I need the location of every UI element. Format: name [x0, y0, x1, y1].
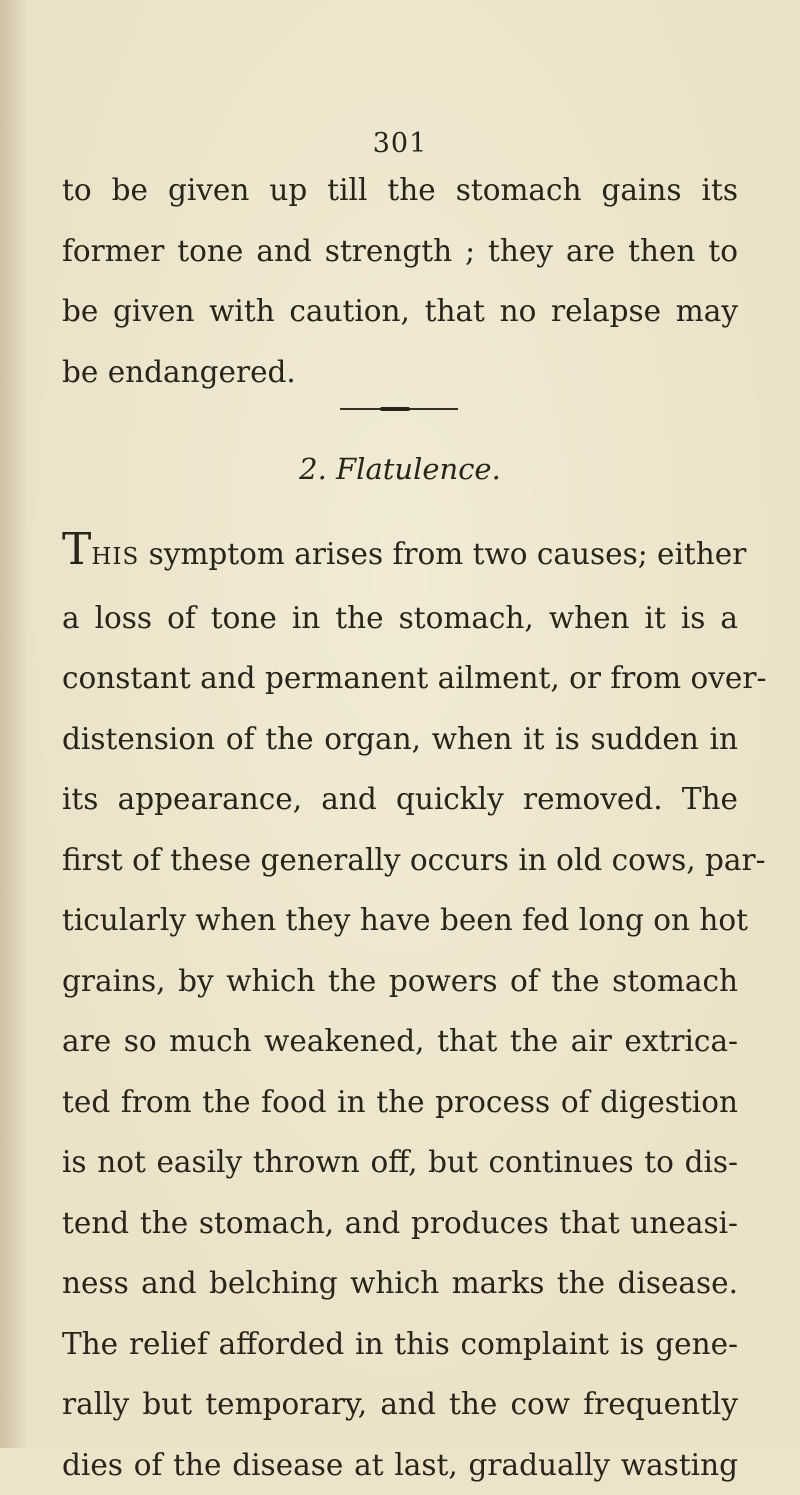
- paragraph-continuation: [62, 160, 738, 402]
- text-line: a loss of tone in the stomach, when it is a: [62, 588, 738, 649]
- text-line: first of these generally occurs in old cows, par-: [62, 830, 738, 891]
- section-divider-rule: [340, 408, 458, 410]
- text-line: distension of the organ, when it is sudden in: [62, 709, 738, 770]
- text-line: its appearance, and quickly removed. The: [62, 769, 738, 830]
- text-line: be given with caution, that no relapse may: [62, 281, 738, 342]
- text-line: tend the stomach, and produces that uneasi-: [62, 1193, 738, 1254]
- paragraph-flatulence: [62, 524, 738, 1495]
- small-caps-word: HIS: [91, 544, 139, 570]
- text-line: are so much weakened, that the air extrica-: [62, 1011, 738, 1072]
- text-line: dies of the disease at last, gradually wasting: [62, 1435, 738, 1495]
- first-line-text: symptom arises from two causes; either: [139, 537, 746, 571]
- text-line: be endangered.: [62, 342, 738, 403]
- text-line-first: [62, 524, 738, 588]
- text-line: constant and permanent ailment, or from over-: [62, 648, 738, 709]
- text-line: grains, by which the powers of the stomach: [62, 951, 738, 1012]
- page-spine-shadow: [0, 0, 30, 1448]
- page-number: 301: [0, 128, 800, 159]
- drop-cap: T: [62, 524, 91, 575]
- text-line: to be given up till the stomach gains its: [62, 160, 738, 221]
- text-line: former tone and strength ; they are then to: [62, 221, 738, 282]
- text-line: rally but temporary, and the cow frequently: [62, 1374, 738, 1435]
- text-line: ted from the food in the process of digestion: [62, 1072, 738, 1133]
- text-line: ticularly when they have been fed long on hot: [62, 890, 738, 951]
- text-line: The relief afforded in this complaint is gene-: [62, 1314, 738, 1375]
- section-heading: 2. Flatulence.: [0, 452, 800, 486]
- text-line: is not easily thrown off, but continues to dis-: [62, 1132, 738, 1193]
- text-line: ness and belching which marks the disease.: [62, 1253, 738, 1314]
